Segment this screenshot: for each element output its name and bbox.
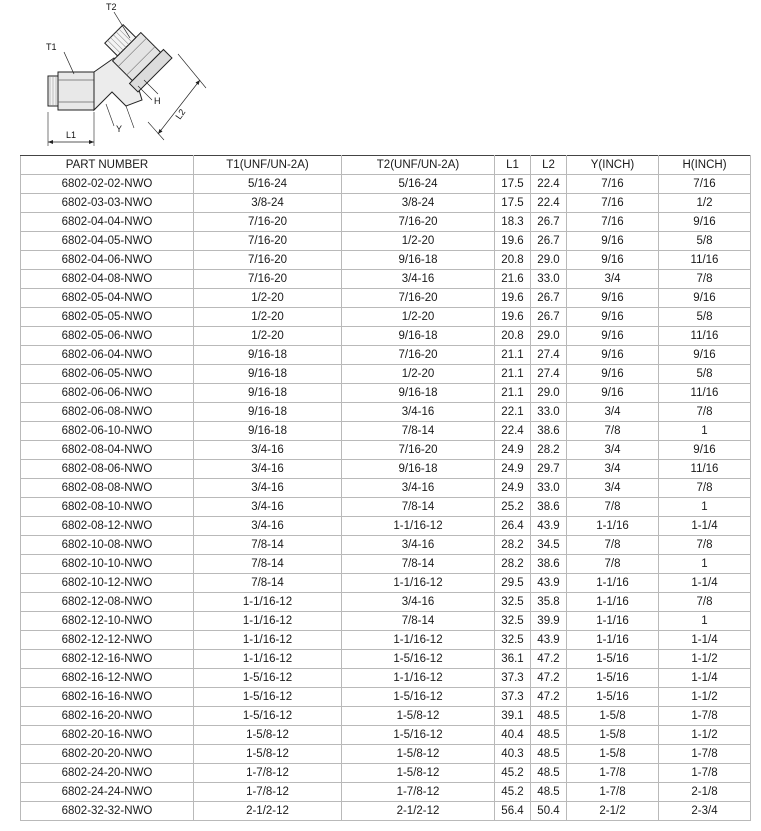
cell-l1: 18.3 (495, 213, 531, 232)
cell-part-number: 6802-03-03-NWO (21, 194, 194, 213)
cell-t1-thread: 3/8-24 (194, 194, 342, 213)
table-row (21, 270, 751, 289)
cell-part-number: 6802-16-12-NWO (21, 669, 194, 688)
cell-l1: 21.1 (495, 365, 531, 384)
cell-part-number: 6802-05-04-NWO (21, 289, 194, 308)
cell-y-inch: 9/16 (567, 327, 659, 346)
cell-h-inch: 1 (659, 612, 751, 631)
cell-y-inch: 7/16 (567, 175, 659, 194)
cell-h-inch: 7/8 (659, 270, 751, 289)
cell-l2: 48.5 (531, 783, 567, 802)
cell-t2-thread: 9/16-18 (342, 251, 495, 270)
cell-y-inch: 9/16 (567, 251, 659, 270)
cell-l1: 28.2 (495, 536, 531, 555)
header-l1: L1 (495, 156, 531, 175)
cell-l1: 20.8 (495, 251, 531, 270)
cell-l2: 27.4 (531, 365, 567, 384)
cell-t1-thread: 1-1/16-12 (194, 631, 342, 650)
cell-l2: 29.7 (531, 460, 567, 479)
cell-h-inch: 2-1/8 (659, 783, 751, 802)
cell-t2-thread: 7/16-20 (342, 213, 495, 232)
cell-l2: 26.7 (531, 213, 567, 232)
cell-l1: 45.2 (495, 783, 531, 802)
cell-l2: 22.4 (531, 175, 567, 194)
cell-y-inch: 1-1/16 (567, 612, 659, 631)
cell-t1-thread: 7/8-14 (194, 555, 342, 574)
cell-t1-thread: 9/16-18 (194, 346, 342, 365)
table-row (21, 555, 751, 574)
cell-l2: 29.0 (531, 384, 567, 403)
cell-t2-thread: 3/4-16 (342, 403, 495, 422)
label-y: Y (116, 124, 123, 134)
cell-t2-thread: 7/8-14 (342, 422, 495, 441)
cell-t1-thread: 1-5/16-12 (194, 669, 342, 688)
cell-y-inch: 9/16 (567, 232, 659, 251)
table-row (21, 403, 751, 422)
fitting-diagram (30, 0, 220, 148)
cell-l1: 28.2 (495, 555, 531, 574)
cell-h-inch: 5/8 (659, 308, 751, 327)
cell-t2-thread: 1/2-20 (342, 365, 495, 384)
cell-y-inch: 1-7/8 (567, 783, 659, 802)
table-row (21, 213, 751, 232)
header-l2: L2 (531, 156, 567, 175)
cell-l1: 39.1 (495, 707, 531, 726)
cell-part-number: 6802-04-05-NWO (21, 232, 194, 251)
cell-t1-thread: 3/4-16 (194, 498, 342, 517)
header-t1-thread: T1(UNF/UN-2A) (194, 156, 342, 175)
cell-y-inch: 9/16 (567, 289, 659, 308)
cell-part-number: 6802-06-04-NWO (21, 346, 194, 365)
cell-l2: 26.7 (531, 289, 567, 308)
table-row (21, 536, 751, 555)
cell-l1: 29.5 (495, 574, 531, 593)
cell-y-inch: 3/4 (567, 460, 659, 479)
cell-l2: 48.5 (531, 707, 567, 726)
cell-t1-thread: 3/4-16 (194, 479, 342, 498)
cell-t2-thread: 1-1/16-12 (342, 669, 495, 688)
cell-l1: 26.4 (495, 517, 531, 536)
cell-l1: 24.9 (495, 479, 531, 498)
cell-part-number: 6802-20-16-NWO (21, 726, 194, 745)
cell-t1-thread: 2-1/2-12 (194, 802, 342, 821)
cell-h-inch: 9/16 (659, 289, 751, 308)
cell-part-number: 6802-05-06-NWO (21, 327, 194, 346)
cell-t2-thread: 5/16-24 (342, 175, 495, 194)
cell-y-inch: 1-5/16 (567, 688, 659, 707)
table-row (21, 498, 751, 517)
cell-t2-thread: 1-1/16-12 (342, 574, 495, 593)
cell-l1: 21.1 (495, 346, 531, 365)
cell-l2: 48.5 (531, 726, 567, 745)
cell-part-number: 6802-08-08-NWO (21, 479, 194, 498)
cell-t1-thread: 7/16-20 (194, 270, 342, 289)
cell-l1: 36.1 (495, 650, 531, 669)
cell-y-inch: 2-1/2 (567, 802, 659, 821)
cell-t1-thread: 7/8-14 (194, 574, 342, 593)
cell-h-inch: 9/16 (659, 213, 751, 232)
cell-l2: 47.2 (531, 669, 567, 688)
label-h: H (154, 96, 161, 106)
cell-l1: 32.5 (495, 631, 531, 650)
cell-t1-thread: 7/16-20 (194, 232, 342, 251)
header-h-inch: H(INCH) (659, 156, 751, 175)
cell-l1: 20.8 (495, 327, 531, 346)
cell-h-inch: 9/16 (659, 441, 751, 460)
table-row (21, 631, 751, 650)
cell-part-number: 6802-12-16-NWO (21, 650, 194, 669)
cell-t1-thread: 1-1/16-12 (194, 593, 342, 612)
cell-y-inch: 9/16 (567, 384, 659, 403)
cell-t1-thread: 1-7/8-12 (194, 783, 342, 802)
table-row (21, 365, 751, 384)
cell-t1-thread: 1-5/16-12 (194, 707, 342, 726)
cell-h-inch: 11/16 (659, 251, 751, 270)
table-row (21, 251, 751, 270)
label-t1: T1 (46, 42, 57, 52)
cell-h-inch: 7/8 (659, 593, 751, 612)
cell-t2-thread: 1/2-20 (342, 232, 495, 251)
cell-t1-thread: 1/2-20 (194, 289, 342, 308)
cell-l2: 38.6 (531, 498, 567, 517)
cell-t2-thread: 3/4-16 (342, 536, 495, 555)
cell-y-inch: 1-5/8 (567, 707, 659, 726)
label-t2: T2 (106, 2, 117, 12)
cell-t2-thread: 3/4-16 (342, 270, 495, 289)
cell-h-inch: 7/8 (659, 536, 751, 555)
cell-l1: 24.9 (495, 460, 531, 479)
cell-part-number: 6802-04-06-NWO (21, 251, 194, 270)
cell-l1: 32.5 (495, 612, 531, 631)
cell-t1-thread: 1-5/8-12 (194, 745, 342, 764)
cell-t2-thread: 7/16-20 (342, 441, 495, 460)
cell-l1: 25.2 (495, 498, 531, 517)
cell-part-number: 6802-08-10-NWO (21, 498, 194, 517)
t1-hex-body (58, 72, 94, 110)
cell-l2: 38.6 (531, 555, 567, 574)
cell-l2: 43.9 (531, 574, 567, 593)
cell-l2: 38.6 (531, 422, 567, 441)
cell-l1: 37.3 (495, 669, 531, 688)
cell-y-inch: 3/4 (567, 403, 659, 422)
cell-l1: 21.1 (495, 384, 531, 403)
cell-h-inch: 7/8 (659, 403, 751, 422)
header-part-number: PART NUMBER (21, 156, 194, 175)
cell-h-inch: 1-1/2 (659, 650, 751, 669)
table-row (21, 517, 751, 536)
cell-l1: 19.6 (495, 289, 531, 308)
cell-h-inch: 11/16 (659, 327, 751, 346)
cell-part-number: 6802-04-08-NWO (21, 270, 194, 289)
cell-part-number: 6802-10-08-NWO (21, 536, 194, 555)
cell-l2: 33.0 (531, 479, 567, 498)
cell-l2: 39.9 (531, 612, 567, 631)
cell-l2: 26.7 (531, 232, 567, 251)
cell-l1: 24.9 (495, 441, 531, 460)
cell-l2: 48.5 (531, 745, 567, 764)
cell-l2: 50.4 (531, 802, 567, 821)
cell-l2: 48.5 (531, 764, 567, 783)
cell-h-inch: 1-1/4 (659, 517, 751, 536)
cell-h-inch: 11/16 (659, 384, 751, 403)
cell-t2-thread: 7/8-14 (342, 612, 495, 631)
cell-l2: 34.5 (531, 536, 567, 555)
cell-t1-thread: 7/16-20 (194, 213, 342, 232)
cell-t1-thread: 7/16-20 (194, 251, 342, 270)
cell-part-number: 6802-04-04-NWO (21, 213, 194, 232)
cell-l1: 21.6 (495, 270, 531, 289)
table-row (21, 232, 751, 251)
table-header (21, 156, 751, 175)
cell-t1-thread: 5/16-24 (194, 175, 342, 194)
cell-t2-thread: 1-5/16-12 (342, 650, 495, 669)
table-body (21, 175, 751, 821)
cell-h-inch: 1-7/8 (659, 707, 751, 726)
cell-l2: 29.0 (531, 327, 567, 346)
cell-y-inch: 7/16 (567, 194, 659, 213)
cell-t1-thread: 1-5/16-12 (194, 688, 342, 707)
cell-h-inch: 1 (659, 422, 751, 441)
table-row (21, 327, 751, 346)
cell-t2-thread: 1/2-20 (342, 308, 495, 327)
cell-t2-thread: 1-7/8-12 (342, 783, 495, 802)
cell-t2-thread: 3/8-24 (342, 194, 495, 213)
cell-y-inch: 1-1/16 (567, 631, 659, 650)
cell-y-inch: 1-5/8 (567, 745, 659, 764)
cell-t1-thread: 1/2-20 (194, 308, 342, 327)
cell-h-inch: 5/8 (659, 365, 751, 384)
table-row (21, 441, 751, 460)
cell-t2-thread: 7/8-14 (342, 555, 495, 574)
cell-y-inch: 1-1/16 (567, 593, 659, 612)
table-row (21, 460, 751, 479)
cell-y-inch: 3/4 (567, 441, 659, 460)
table-row (21, 726, 751, 745)
table-row (21, 346, 751, 365)
cell-part-number: 6802-06-08-NWO (21, 403, 194, 422)
cell-t2-thread: 1-5/8-12 (342, 707, 495, 726)
cell-t1-thread: 9/16-18 (194, 384, 342, 403)
cell-y-inch: 9/16 (567, 346, 659, 365)
cell-h-inch: 5/8 (659, 232, 751, 251)
cell-l1: 56.4 (495, 802, 531, 821)
cell-t2-thread: 1-5/16-12 (342, 688, 495, 707)
cell-y-inch: 7/8 (567, 536, 659, 555)
cell-part-number: 6802-06-06-NWO (21, 384, 194, 403)
cell-l1: 22.1 (495, 403, 531, 422)
fitting-spec-table (20, 155, 751, 821)
cell-t2-thread: 1-5/16-12 (342, 726, 495, 745)
cell-part-number: 6802-08-12-NWO (21, 517, 194, 536)
cell-t1-thread: 7/8-14 (194, 536, 342, 555)
cell-h-inch: 1-7/8 (659, 745, 751, 764)
cell-t2-thread: 1-5/8-12 (342, 764, 495, 783)
table-row (21, 308, 751, 327)
cell-part-number: 6802-32-32-NWO (21, 802, 194, 821)
cell-h-inch: 1-1/2 (659, 688, 751, 707)
cell-t1-thread: 3/4-16 (194, 460, 342, 479)
cell-t2-thread: 1-1/16-12 (342, 517, 495, 536)
cell-part-number: 6802-24-20-NWO (21, 764, 194, 783)
cell-t1-thread: 1-1/16-12 (194, 612, 342, 631)
cell-h-inch: 1-7/8 (659, 764, 751, 783)
table-row (21, 783, 751, 802)
cell-t2-thread: 9/16-18 (342, 384, 495, 403)
header-t2-thread: T2(UNF/UN-2A) (342, 156, 495, 175)
cell-t1-thread: 1/2-20 (194, 327, 342, 346)
cell-l2: 27.4 (531, 346, 567, 365)
label-l2: L2 (173, 107, 188, 122)
table-row (21, 669, 751, 688)
cell-h-inch: 11/16 (659, 460, 751, 479)
cell-y-inch: 7/8 (567, 555, 659, 574)
cell-h-inch: 1-1/4 (659, 631, 751, 650)
cell-part-number: 6802-06-05-NWO (21, 365, 194, 384)
cell-l1: 17.5 (495, 175, 531, 194)
cell-y-inch: 1-1/16 (567, 574, 659, 593)
table-row (21, 289, 751, 308)
cell-t2-thread: 7/16-20 (342, 346, 495, 365)
cell-y-inch: 7/8 (567, 422, 659, 441)
cell-part-number: 6802-12-08-NWO (21, 593, 194, 612)
cell-t2-thread: 9/16-18 (342, 327, 495, 346)
cell-part-number: 6802-16-16-NWO (21, 688, 194, 707)
cell-t1-thread: 1-1/16-12 (194, 650, 342, 669)
cell-t2-thread: 7/8-14 (342, 498, 495, 517)
cell-y-inch: 9/16 (567, 308, 659, 327)
cell-part-number: 6802-06-10-NWO (21, 422, 194, 441)
cell-l2: 43.9 (531, 631, 567, 650)
cell-part-number: 6802-08-04-NWO (21, 441, 194, 460)
cell-l2: 29.0 (531, 251, 567, 270)
cell-y-inch: 7/16 (567, 213, 659, 232)
cell-l1: 19.6 (495, 308, 531, 327)
cell-t2-thread: 1-5/8-12 (342, 745, 495, 764)
cell-l2: 33.0 (531, 403, 567, 422)
cell-l1: 40.4 (495, 726, 531, 745)
table-row (21, 384, 751, 403)
cell-part-number: 6802-24-24-NWO (21, 783, 194, 802)
cell-h-inch: 1-1/4 (659, 574, 751, 593)
table-row (21, 194, 751, 213)
cell-l2: 47.2 (531, 688, 567, 707)
cell-y-inch: 1-5/16 (567, 669, 659, 688)
cell-t2-thread: 3/4-16 (342, 593, 495, 612)
cell-part-number: 6802-12-10-NWO (21, 612, 194, 631)
cell-y-inch: 1-5/8 (567, 726, 659, 745)
table-row (21, 707, 751, 726)
table-row (21, 479, 751, 498)
cell-t1-thread: 1-5/8-12 (194, 726, 342, 745)
cell-h-inch: 1/2 (659, 194, 751, 213)
cell-y-inch: 1-7/8 (567, 764, 659, 783)
table-row (21, 802, 751, 821)
cell-l2: 47.2 (531, 650, 567, 669)
cell-part-number: 6802-10-10-NWO (21, 555, 194, 574)
cell-l1: 37.3 (495, 688, 531, 707)
cell-t1-thread: 9/16-18 (194, 422, 342, 441)
table-row (21, 650, 751, 669)
table-row (21, 745, 751, 764)
table-row (21, 175, 751, 194)
cell-t2-thread: 7/16-20 (342, 289, 495, 308)
table-row (21, 688, 751, 707)
cell-t1-thread: 3/4-16 (194, 441, 342, 460)
cell-y-inch: 9/16 (567, 365, 659, 384)
cell-h-inch: 1-1/4 (659, 669, 751, 688)
cell-l1: 17.5 (495, 194, 531, 213)
cell-h-inch: 1 (659, 555, 751, 574)
cell-l1: 22.4 (495, 422, 531, 441)
cell-y-inch: 7/8 (567, 498, 659, 517)
cell-h-inch: 2-3/4 (659, 802, 751, 821)
cell-t1-thread: 3/4-16 (194, 517, 342, 536)
header-row (21, 156, 751, 175)
cell-l2: 28.2 (531, 441, 567, 460)
cell-part-number: 6802-12-12-NWO (21, 631, 194, 650)
cell-y-inch: 3/4 (567, 270, 659, 289)
cell-h-inch: 1 (659, 498, 751, 517)
cell-t1-thread: 1-7/8-12 (194, 764, 342, 783)
cell-part-number: 6802-08-06-NWO (21, 460, 194, 479)
table-row (21, 593, 751, 612)
cell-l2: 35.8 (531, 593, 567, 612)
cell-h-inch: 7/16 (659, 175, 751, 194)
cell-part-number: 6802-05-05-NWO (21, 308, 194, 327)
cell-t1-thread: 9/16-18 (194, 403, 342, 422)
cell-t2-thread: 3/4-16 (342, 479, 495, 498)
label-l1: L1 (66, 130, 77, 140)
cell-part-number: 6802-16-20-NWO (21, 707, 194, 726)
cell-y-inch: 3/4 (567, 479, 659, 498)
header-y-inch: Y(INCH) (567, 156, 659, 175)
cell-part-number: 6802-20-20-NWO (21, 745, 194, 764)
cell-l2: 26.7 (531, 308, 567, 327)
cell-t2-thread: 2-1/2-12 (342, 802, 495, 821)
cell-part-number: 6802-02-02-NWO (21, 175, 194, 194)
cell-l2: 33.0 (531, 270, 567, 289)
cell-h-inch: 1-1/2 (659, 726, 751, 745)
cell-l2: 22.4 (531, 194, 567, 213)
cell-t2-thread: 9/16-18 (342, 460, 495, 479)
cell-h-inch: 9/16 (659, 346, 751, 365)
table-row (21, 612, 751, 631)
cell-l1: 19.6 (495, 232, 531, 251)
cell-t2-thread: 1-1/16-12 (342, 631, 495, 650)
table-row (21, 422, 751, 441)
cell-l2: 43.9 (531, 517, 567, 536)
table-row (21, 764, 751, 783)
cell-y-inch: 1-1/16 (567, 517, 659, 536)
table-row (21, 574, 751, 593)
cell-y-inch: 1-5/16 (567, 650, 659, 669)
cell-t1-thread: 9/16-18 (194, 365, 342, 384)
cell-part-number: 6802-10-12-NWO (21, 574, 194, 593)
cell-l1: 45.2 (495, 764, 531, 783)
cell-l1: 32.5 (495, 593, 531, 612)
cell-l1: 40.3 (495, 745, 531, 764)
cell-h-inch: 7/8 (659, 479, 751, 498)
